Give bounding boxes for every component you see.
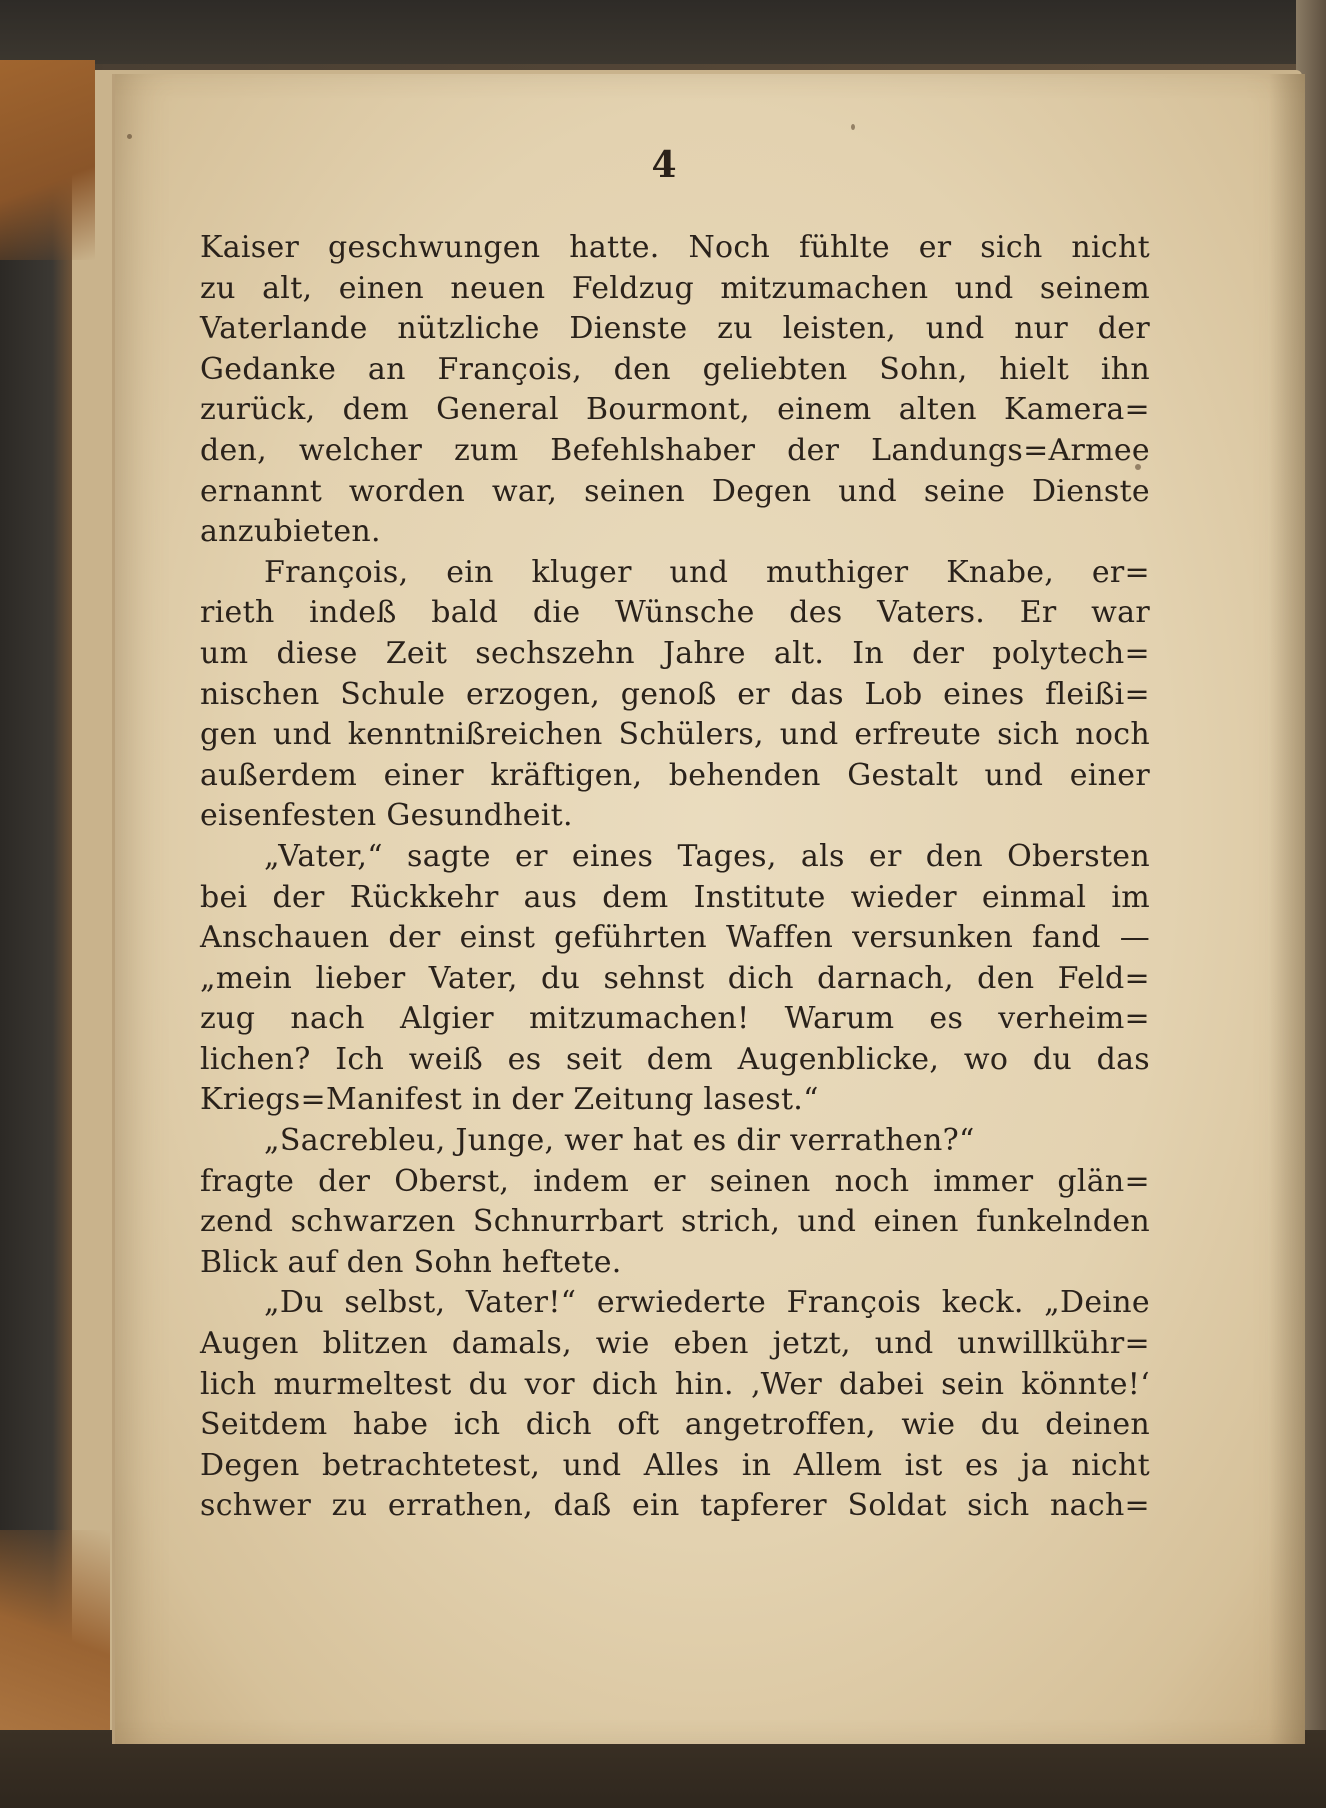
- text-line: lich murmeltest du vor dich hin. ‚Wer dabei sein könnte!‘: [200, 1366, 1150, 1402]
- text-line: „Vater,“ sagte er eines Tages, als er den Obersten: [264, 838, 1150, 874]
- paper-speck: [127, 134, 132, 139]
- text-line: lichen? Ich weiß es seit dem Augenblicke, wo du das: [200, 1041, 1150, 1077]
- text-line: fragte der Oberst, indem er seinen noch immer glän=: [200, 1163, 1150, 1199]
- text-line: Kriegs=Manifest in der Zeitung lasest.“: [200, 1082, 819, 1118]
- leather-corner-top: [0, 60, 95, 260]
- text-line: „mein lieber Vater, du sehnst dich darnach, den Feld=: [200, 960, 1150, 996]
- text-line: um diese Zeit sechszehn Jahre alt. In der polytech=: [200, 635, 1150, 671]
- text-line: Blick auf den Sohn heftete.: [200, 1244, 622, 1280]
- text-line: Gedanke an François, den geliebten Sohn, hielt ihn: [200, 351, 1150, 387]
- text-line: Anschauen der einst geführten Waffen versunken fand —: [200, 920, 1150, 956]
- paper-speck: [851, 124, 855, 130]
- text-line: gen und kenntnißreichen Schülers, und erfreute sich noch: [200, 717, 1150, 753]
- text-line: Augen blitzen damals, wie eben jetzt, und unwillkühr=: [200, 1326, 1150, 1362]
- text-line: Seitdem habe ich dich oft angetroffen, wie du deinen: [200, 1407, 1150, 1443]
- text-line: ernannt worden war, seinen Degen und seine Dienste: [200, 473, 1150, 509]
- page-gutter-shadow: [1269, 74, 1305, 1744]
- text-line: schwer zu errathen, daß ein tapferer Soldat sich nach=: [200, 1488, 1150, 1524]
- text-line: Vaterlande nützliche Dienste zu leisten, und nur der: [200, 311, 1150, 347]
- text-line: eisenfesten Gesundheit.: [200, 798, 573, 834]
- text-line: zug nach Algier mitzumachen! Warum es verheim=: [200, 1001, 1150, 1037]
- text-line: zend schwarzen Schnurrbart strich, und einen funkelnden: [200, 1204, 1150, 1240]
- text-line: zu alt, einen neuen Feldzug mitzumachen und seinem: [200, 270, 1150, 306]
- text-line: nischen Schule erzogen, genoß er das Lob eines fleißi=: [200, 676, 1150, 712]
- book-cover-top-edge: [0, 0, 1326, 64]
- text-line: Degen betrachtetest, und Alles in Allem ist es ja nicht: [200, 1447, 1150, 1483]
- text-line: Kaiser geschwungen hatte. Noch fühlte er sich nicht: [200, 230, 1150, 265]
- text-line: zurück, dem General Bourmont, einem alten Kamera=: [200, 392, 1150, 428]
- text-line: anzubieten.: [200, 514, 381, 550]
- page-number: 4: [651, 144, 677, 186]
- body-text: [200, 228, 1150, 1527]
- text-line: „Sacrebleu, Junge, wer hat es dir verrathen?“: [264, 1123, 975, 1159]
- text-line: bei der Rückkehr aus dem Institute wieder einmal im: [200, 879, 1150, 915]
- text-line: den, welcher zum Befehlshaber der Landungs=Armee: [200, 432, 1150, 468]
- text-line: außerdem einer kräftigen, behenden Gestalt und einer: [200, 757, 1150, 793]
- text-line: „Du selbst, Vater!“ erwiederte François keck. „Deine: [264, 1285, 1150, 1321]
- text-line: François, ein kluger und muthiger Knabe, er=: [264, 554, 1150, 590]
- text-line: rieth indeß bald die Wünsche des Vaters. Er war: [200, 595, 1150, 631]
